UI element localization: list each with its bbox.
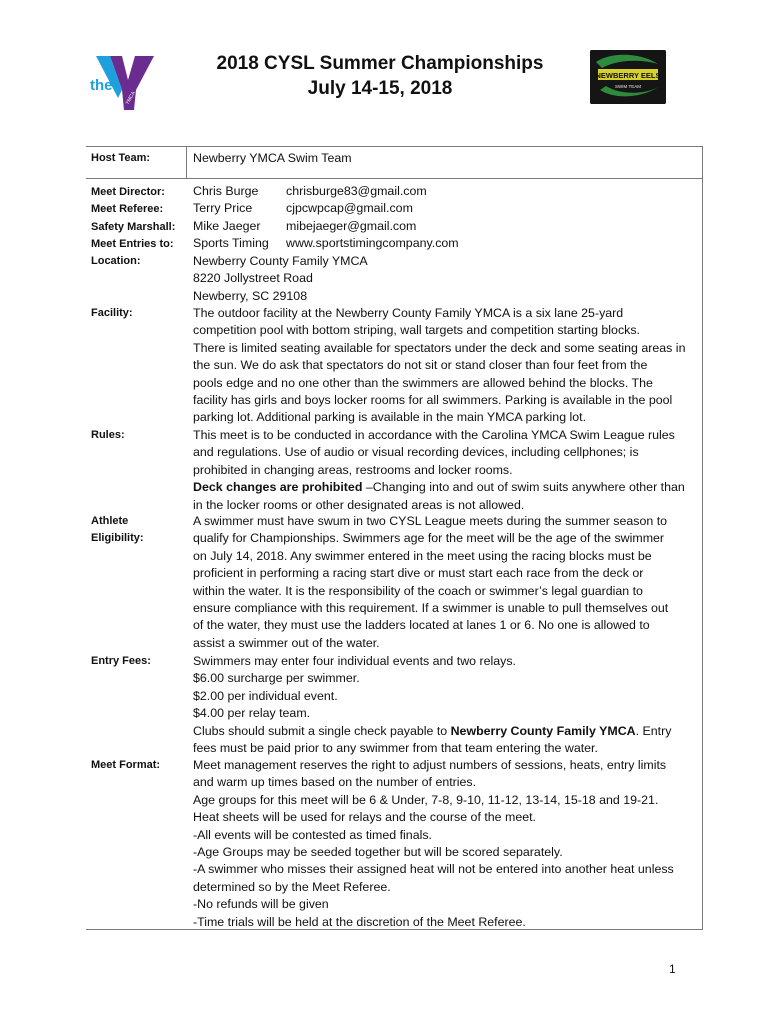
meet-entries-label: Meet Entries to:	[91, 237, 174, 250]
official-name: Chris Burge	[193, 184, 259, 198]
table-border-right	[702, 146, 703, 930]
ymca-logo-small: YMCA	[124, 90, 137, 106]
website-link[interactable]: www.sportstimingcompany.com	[286, 236, 459, 251]
meet-format-text: Meet management reserves the right to adjust numbers of sessions, heats, entry limits and warm up times based on the number of entries. Age groups for this meet will be 6 & Under, 7-8, 9-10, 11-12, 13-14, 15-18 and 19-21. Heat sheets will be used for relays and the course of the meet. -All events will be contested as timed finals. -Age Groups may be seeded together but will be scored separately. -A swimmer who misses their assigned heat will not be entered into another heat unless determined so by the Meet Referee. -No refunds will be given -Time trials will be held at the discretion of the Meet Referee.	[193, 758, 674, 929]
table-border-top	[86, 146, 703, 147]
official-name: Mike Jaeger	[193, 218, 261, 233]
location-label: Location:	[91, 255, 141, 267]
entry-fees-label: Entry Fees:	[91, 655, 151, 667]
location-value: Newberry County Family YMCA 8220 Jollystreet Road Newberry, SC 29108	[193, 254, 368, 303]
page-title: 2018 CYSL Summer Championships	[216, 53, 544, 74]
official-name: Terry Price	[193, 201, 253, 216]
officials-contacts	[286, 183, 459, 253]
meet-format-label: Meet Format:	[91, 759, 161, 771]
meet-referee-label: Meet Referee:	[91, 203, 164, 216]
email-link[interactable]: cjpcwpcap@gmail.com	[286, 201, 413, 216]
page-number: 1	[669, 962, 676, 976]
eligibility-text: A swimmer must have swum in two CYSL League meets during the summer season to qualify for Championships. Swimmers age for the meet will be the age of the swimmer on July 14, 2018. Any swimmer entered in the meet using the racing blocks must be proficient in performing a racing start dive or must start each race from the deck or within the water. It is the responsibility of the coach or swimmer’s legal guardian to ensure compliance with this requirement. If a swimmer is unable to pull themselves out of the water, they must use the ladders located at lanes 1 or 6. No one is allowed to assist a swimmer out of the water.	[193, 514, 669, 650]
entry-fees-text: Swimmers may enter four individual events and two relays. $6.00 surcharge per swimmer. $2.00 per individual event. $4.00 per relay team. Clubs should submit a single check payable to Newberry County Family YMCA. Entry fees must be paid prior to any swimmer from that team entering the water.	[193, 654, 672, 756]
ymca-logo	[88, 50, 160, 112]
officials-names	[193, 183, 283, 253]
host-team-value: Newberry YMCA Swim Team	[193, 151, 352, 165]
safety-marshall-label: Safety Marshall:	[91, 220, 176, 233]
newberry-eels-logo	[590, 50, 666, 104]
meet-director-label: Meet Director:	[91, 186, 165, 198]
eels-logo-title: NEWBERRY EELS	[595, 71, 661, 80]
ymca-logo-the: the	[90, 77, 113, 94]
facility-text: The outdoor facility at the Newberry County Family YMCA is a six lane 25-yard competition pool with bottom striping, wall targets and competition starting blocks. There is limited seating available for spectators under the deck and some seating areas in the sun. We do ask that spectators do not sit or stand closer than four feet from the pools edge and no one other than the swimmers are allowed behind the blocks. The facility has girls and boys locker rooms for all swimmers. Parking is available in the pool parking lot. Additional parking is available in the main YMCA parking lot.	[193, 306, 686, 425]
host-team-label: Host Team:	[91, 152, 151, 164]
table-divider	[86, 178, 703, 179]
facility-label: Facility:	[91, 307, 133, 319]
email-link[interactable]: chrisburge83@gmail.com	[286, 184, 427, 198]
official-name: Sports Timing	[193, 236, 269, 251]
table-column-divider	[186, 146, 187, 178]
eligibility-label: Athlete Eligibility:	[91, 515, 144, 545]
rules-text: This meet is to be conducted in accordance with the Carolina YMCA Swim League rules and regulations. Use of audio or visual recording devices, including cellphones; is prohibited in changing areas, restrooms and locker rooms. Deck changes are prohibited –Changing into and out of swim suits anywhere other than in the locker rooms or other designated areas is not allowed.	[193, 428, 685, 512]
email-link[interactable]: mibejaeger@gmail.com	[286, 218, 417, 233]
page-subtitle-date: July 14-15, 2018	[307, 78, 453, 99]
officials-labels	[91, 184, 175, 253]
eels-logo-sub: SWIM TEAM	[615, 84, 641, 89]
rules-label: Rules:	[91, 429, 125, 441]
